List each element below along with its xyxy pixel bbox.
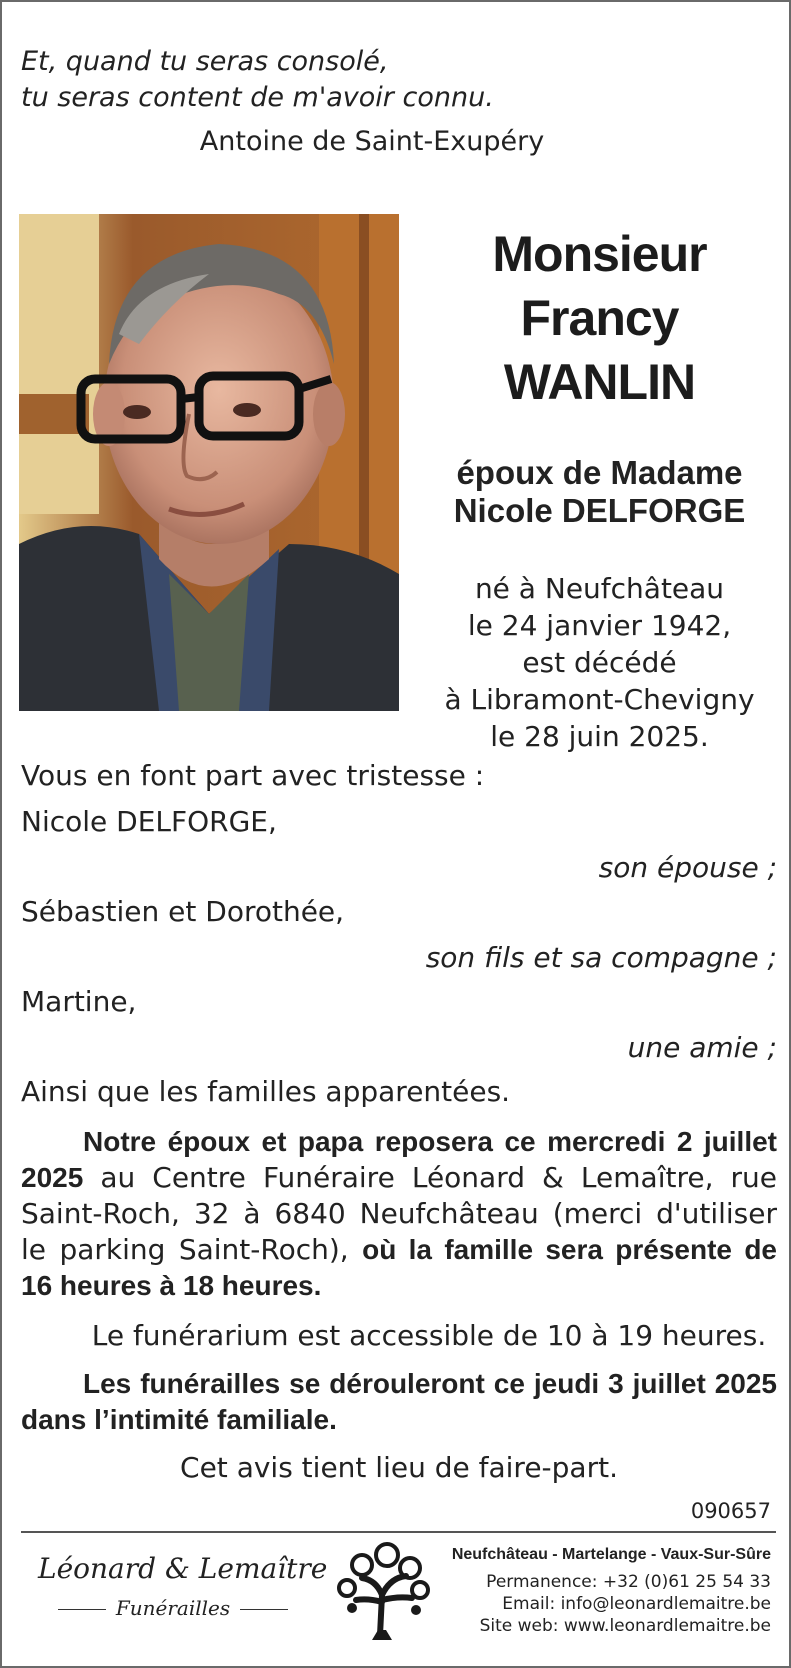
epigraph-line-2: tu seras content de m'avoir connu. [21, 82, 494, 113]
portrait-photo [19, 214, 399, 711]
funeral-paragraph [21, 1366, 777, 1438]
family-member-relation: son épouse ; [598, 851, 777, 884]
visitation-text: au Centre Funéraire Léonard & Lemaître, rue Saint-Roch, 32 à 6840 Neufchâteau (merci d'utiliser le parking Saint-Roch), [21, 1161, 777, 1266]
salutation: Monsieur [492, 226, 707, 282]
bio-line: le 24 janvier 1942, [467, 609, 732, 642]
visitation-bold-b: où la famille sera présente de 16 heures à 18 heures. [21, 1234, 777, 1301]
funerarium-hours: Le funérarium est accessible de 10 à 19 heures. [91, 1319, 767, 1352]
notice-statement: Cet avis tient lieu de faire-part. [180, 1451, 618, 1484]
epigraph-line-1: Et, quand tu seras consolé, [21, 46, 389, 77]
family-closing: Ainsi que les familles apparentées. [21, 1075, 511, 1108]
funeral-home-email: Email: info@leonardlemaitre.be [502, 1594, 771, 1614]
first-name: Francy [520, 290, 679, 346]
family-member-name: Nicole DELFORGE, [21, 805, 277, 838]
epigraph-author: Antoine de Saint-Exupéry [199, 126, 545, 157]
family-intro: Vous en font part avec tristesse : [21, 759, 485, 792]
birth-death-info [422, 570, 777, 755]
deceased-name [422, 222, 777, 414]
bio-line: né à Neufchâteau [474, 572, 725, 605]
funeral-bold: Les funérailles se dérouleront ce jeudi 3 juillet 2025 dans l’intimité familiale. [21, 1368, 777, 1435]
spouse-info [422, 454, 777, 530]
family-list [21, 758, 777, 1120]
funeral-home-phone: Permanence: +32 (0)61 25 54 33 [486, 1572, 771, 1592]
family-member-relation: une amie ; [627, 1031, 777, 1064]
last-name: WANLIN [503, 354, 696, 410]
bio-line: à Libramont-Chevigny [444, 683, 755, 716]
reference-number: 090657 [690, 1499, 771, 1523]
visitation-bold-a: Notre époux et papa reposera ce mercredi 2 juillet 2025 [21, 1126, 777, 1193]
visitation-paragraph [21, 1124, 777, 1304]
bio-line: le 28 juin 2025. [490, 720, 709, 753]
funeral-home-website: Site web: www.leonardlemaitre.be [479, 1616, 771, 1636]
footer-divider [21, 1531, 776, 1533]
funeral-home-locations: Neufchâteau - Martelange - Vaux-Sur-Sûre [451, 1546, 771, 1563]
bio-line: est décédé [522, 646, 677, 679]
funeral-home-brand: Léonard & Lemaître [38, 1552, 328, 1585]
family-member-name: Martine, [21, 985, 137, 1018]
tree-logo-icon [332, 1540, 432, 1640]
funeral-home-subtitle: Funérailles [38, 1596, 308, 1620]
epigraph [21, 44, 494, 116]
family-member-name: Sébastien et Dorothée, [21, 895, 345, 928]
spouse-line-1: époux de Madame [456, 454, 743, 491]
spouse-line-2: Nicole DELFORGE [453, 492, 746, 529]
family-member-relation: son fils et sa compagne ; [425, 941, 777, 974]
